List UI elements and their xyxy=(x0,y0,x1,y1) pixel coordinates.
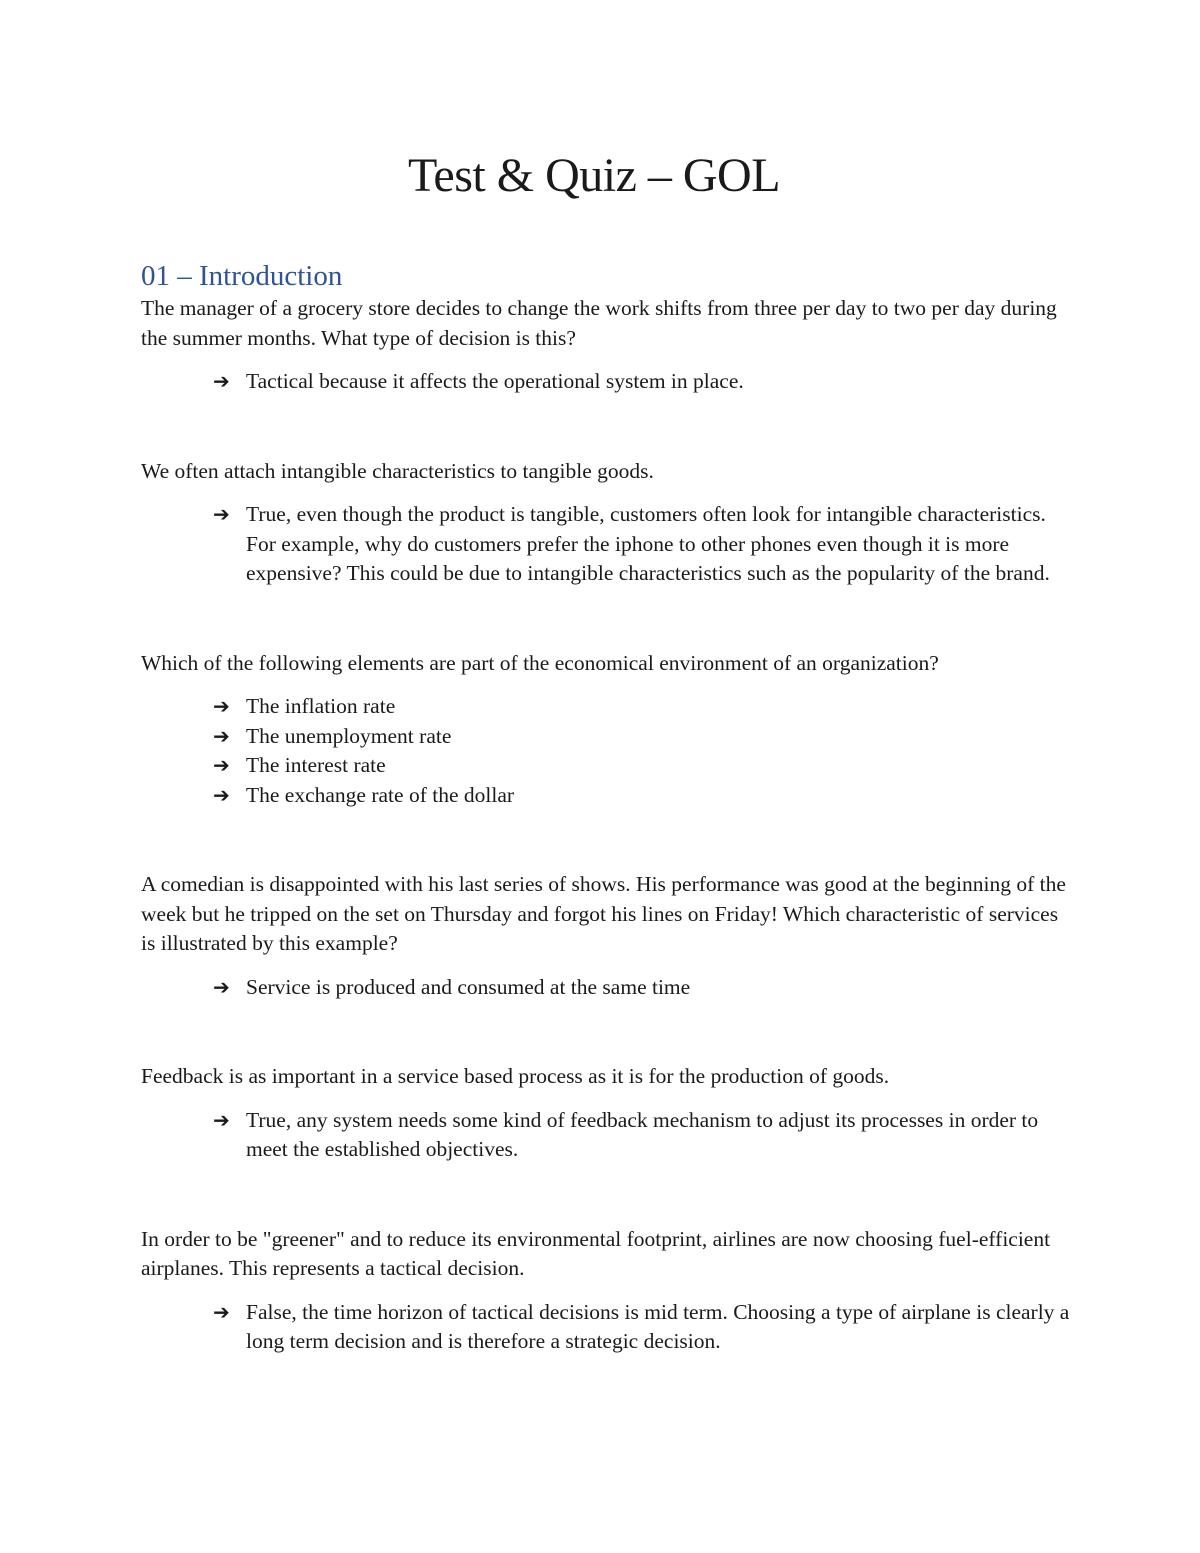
answer-list xyxy=(141,500,1071,589)
question-text: A comedian is disappointed with his last series of shows. His performance was good at the beginning of the week but he tripped on the set on Thursday and forgot his lines on Friday! Which characteristic of services is illustrated by this example? xyxy=(141,872,1066,955)
answer-text: True, even though the product is tangible, customers often look for intangible characteristics. For example, why do customers prefer the iphone to other phones even though it is more expensive? This could be due to intangible characteristics such as the popularity of the brand. xyxy=(246,502,1050,585)
answer-text: True, any system needs some kind of feedback mechanism to adjust its processes in order to meet the established objectives. xyxy=(246,1107,1039,1161)
answer-item xyxy=(141,751,1071,781)
question-text: Feedback is as important in a service based process as it is for the production of goods. xyxy=(141,1064,890,1088)
answer-text: The interest rate xyxy=(246,753,386,777)
answer-list xyxy=(141,1298,1071,1357)
section-heading: 01 – Introduction xyxy=(141,260,343,292)
answer-item xyxy=(141,692,1071,722)
answer-text: False, the time horizon of tactical decisions is mid term. Choosing a type of airplane is clearly a long term decision and is therefore a strategic decision. xyxy=(246,1299,1070,1353)
question-text: The manager of a grocery store decides to change the work shifts from three per day to two per day during the summer months. What type of decision is this? xyxy=(141,296,1057,350)
answer-text: Service is produced and consumed at the same time xyxy=(246,974,691,999)
answer-list xyxy=(141,692,1071,810)
arrow-right-icon: ➔ xyxy=(213,782,230,807)
arrow-right-icon: ➔ xyxy=(213,1107,230,1132)
qa-block xyxy=(141,1062,1071,1165)
answer-text: The unemployment rate xyxy=(246,723,452,748)
arrow-right-icon: ➔ xyxy=(213,694,230,718)
qa-block xyxy=(141,1225,1071,1357)
answer-item xyxy=(141,500,1071,589)
arrow-right-icon: ➔ xyxy=(213,723,230,748)
answer-item xyxy=(141,1298,1071,1357)
answer-text: The exchange rate of the dollar xyxy=(246,782,515,807)
answer-list xyxy=(141,367,1071,397)
answer-item xyxy=(141,367,1071,397)
question-text: In order to be "greener" and to reduce its environmental footprint, airlines are now choosing fuel-efficient airplanes. This represents a tactical decision. xyxy=(141,1226,1051,1280)
question-text: Which of the following elements are part of the economical environment of an organization? xyxy=(141,650,939,675)
answer-text: Tactical because it affects the operational system in place. xyxy=(246,369,744,393)
answer-list xyxy=(141,973,1071,1003)
answer-list xyxy=(141,1106,1071,1165)
answer-item xyxy=(141,781,1071,811)
qa-block xyxy=(141,649,1071,811)
arrow-right-icon: ➔ xyxy=(213,974,230,999)
answer-item xyxy=(141,722,1071,752)
document-body xyxy=(141,258,1071,1357)
qa-block xyxy=(141,457,1071,589)
document-title: Test & Quiz – GOL xyxy=(407,149,781,202)
arrow-right-icon: ➔ xyxy=(213,369,230,393)
qa-block xyxy=(141,870,1071,1002)
arrow-right-icon: ➔ xyxy=(213,502,230,526)
question-text: We often attach intangible characteristics to tangible goods. xyxy=(141,458,654,483)
answer-item xyxy=(141,1106,1071,1165)
arrow-right-icon: ➔ xyxy=(213,753,230,777)
answer-text: The inflation rate xyxy=(246,694,396,718)
arrow-right-icon: ➔ xyxy=(213,1299,230,1324)
qa-block xyxy=(141,294,1071,397)
answer-item xyxy=(141,973,1071,1003)
